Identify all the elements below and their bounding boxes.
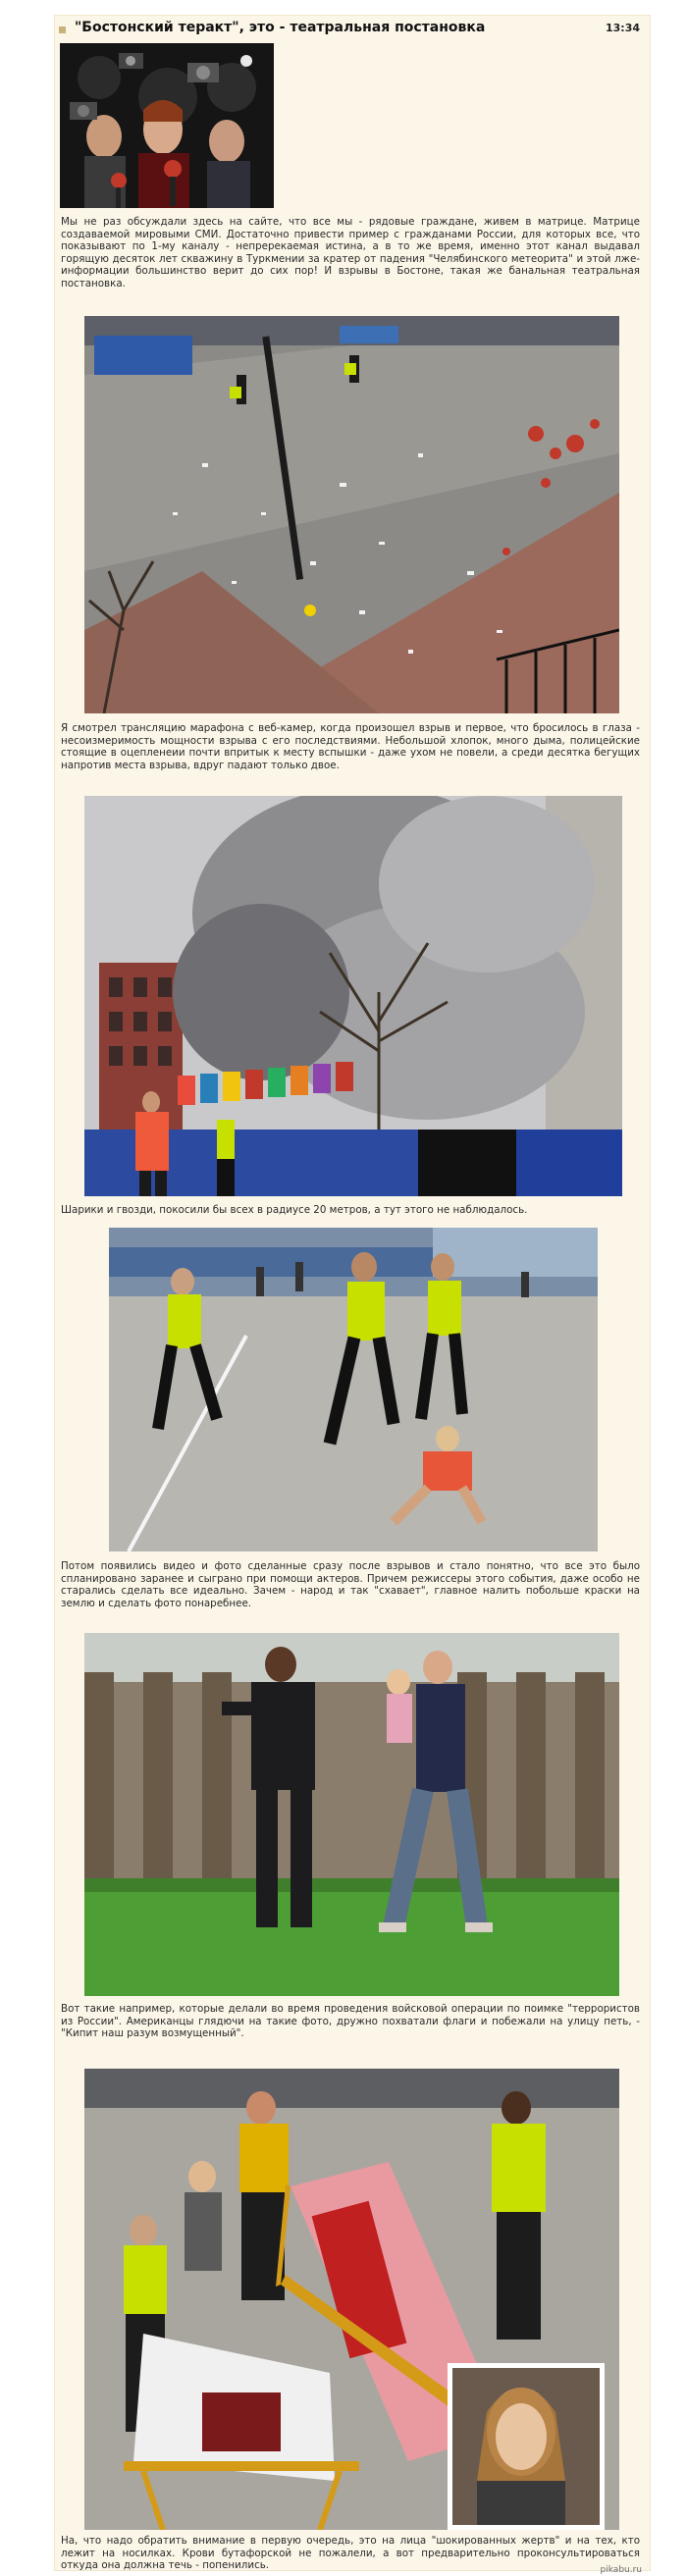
post-time: 13:34 bbox=[605, 22, 640, 34]
officer-man-child-photo bbox=[84, 1633, 619, 1996]
reporters-photo bbox=[60, 43, 274, 208]
post-container bbox=[54, 15, 651, 2575]
operation-paragraph: Вот такие например, которые делали во время проведения войсковой операции по поимке "террористов из России". Американцы глядючи на такие фото, дружно похватали флаги и побежали на улицу петь, - "Кипит наш разум возмущенный". bbox=[61, 2003, 640, 2040]
shrapnel-paragraph: Шарики и гвозди, покосили бы всех в радиусе 20 метров, а тут этого не наблюдалось. bbox=[61, 1204, 528, 1216]
title-bullet-icon bbox=[59, 26, 66, 33]
police-runner-photo bbox=[109, 1228, 598, 1551]
stretchers-photo bbox=[84, 2069, 619, 2530]
staged-paragraph: Потом появились видео и фото сделанные сразу после взрывов и стало понятно, что все это было спланировано заранее и сыграно при помощи актеров. Причем режиссеры этого события, даже особо не старались сделать все идеально. Зачем - народ и так "схавает", главное налить побольше краски на землю и сделать фото понаребнее. bbox=[61, 1560, 640, 1609]
webcam-paragraph: Я смотрел трансляцию марафона с веб-камер, когда произошел взрыв и первое, что бросилось в глаза - несоизмеримость мощности взрыва с его последствиями. Небольшой хлопок, много дыма, полицейские стоящие в оцепленеии почти впритык к месту вспышки - даже ухом не повели, а среди десятка бегущих напротив места взрыва, вдруг падают только двое. bbox=[61, 722, 640, 771]
intro-paragraph: Мы не раз обсуждали здесь на сайте, что все мы - рядовые граждане, живем в матрице. Матрице создаваемой мировыми СМИ. Достаточно привести пример с гражданами России, для которых все, что показывают по 1-му каналу - непререкаемая истина, а в то же время, именно этот канал выдавал горящую десяток лет скважину в Туркмении за кратер от падения "Челябинского метеорита" и этой лже-информации большинство верит до сих пор! И взрывы в Бостоне, такая же банальная театральная постановка. bbox=[61, 216, 640, 289]
post-header bbox=[55, 16, 650, 45]
site-watermark: pikabu.ru bbox=[600, 2565, 642, 2575]
explosion-smoke-photo bbox=[84, 796, 622, 1196]
post-title[interactable]: "Бостонский теракт", это - театральная постановка bbox=[75, 20, 486, 35]
street-aftermath-photo bbox=[84, 316, 619, 713]
closing-paragraph: На, что надо обратить внимание в первую очередь, это на лица "шокированных жертв" и на тех, кто лежит на носилках. Крови бутафорской не пожалели, а вот предварительно проконсультироваться откуда она должна течь - попенились. bbox=[61, 2535, 640, 2572]
